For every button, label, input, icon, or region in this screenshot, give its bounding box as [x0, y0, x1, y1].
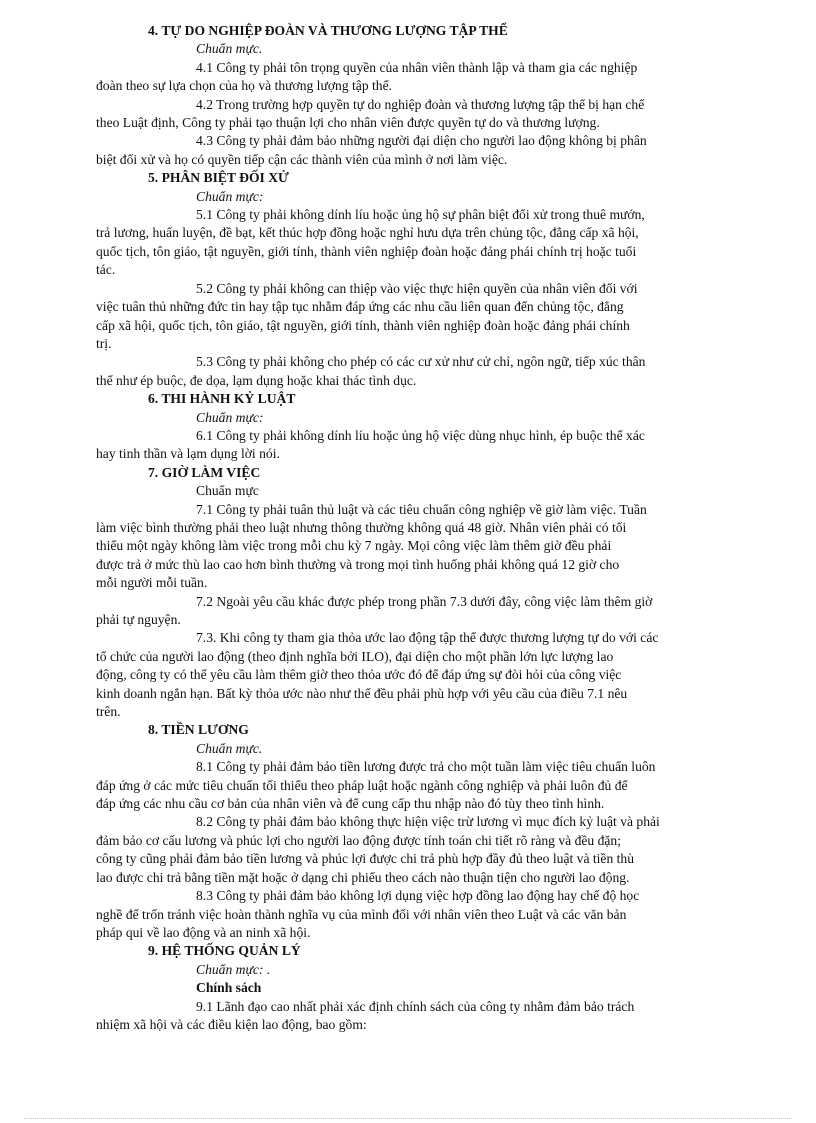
- paragraph-line: đáp ứng các nhu cầu cơ bản của nhân viên và để cung cấp thu nhập nào đó tùy theo tình hình.: [96, 796, 605, 812]
- paragraph-line: pháp qui về lao động và an ninh xã hội.: [96, 924, 311, 940]
- paragraph-line: 8.3 Công ty phải đảm bảo không lợi dụng việc hợp đồng lao động hay chế độ học: [196, 888, 640, 904]
- paragraph-line: cấp xã hội, quốc tịch, tôn giáo, tật nguyền, giới tính, thành viên nghiệp đoàn hoặc đảng phái chính: [96, 317, 630, 333]
- standard-label: Chuẩn mực.: [196, 740, 263, 756]
- paragraph-line: mỗi người mỗi tuần.: [96, 575, 208, 591]
- section-heading: 5. PHÂN BIỆT ĐỐI XỬ: [148, 170, 289, 186]
- paragraph-line: 5.3 Công ty phải không cho phép có các cư xử như cử chỉ, ngôn ngữ, tiếp xúc thân: [196, 354, 646, 370]
- document-body: [96, 22, 756, 1034]
- paragraph-line: 6.1 Công ty phải không dính líu hoặc ủng hộ việc dùng nhục hình, ép buộc thể xác: [196, 427, 645, 443]
- section-heading: 7. GIỜ LÀM VIỆC: [148, 464, 261, 480]
- paragraph-line: theo Luật định, Công ty phải tạo thuận lợi cho nhân viên được quyền tự do và thương lượng.: [96, 115, 600, 131]
- paragraph-line: làm việc bình thường phải theo luật nhưng thông thường không quá 48 giờ. Nhân viên phải có tối: [96, 519, 627, 535]
- paragraph-line: việc tuân thủ những đức tin hay tập tục nhằm đáp ứng các nhu cầu liên quan đến chủng tộc, đẳng: [96, 299, 624, 315]
- paragraph-line: lao được chi trả bằng tiền mặt hoặc ở dạng chi phiếu theo cách nào thuận tiện cho người lao động.: [96, 869, 630, 885]
- standard-label: Chuẩn mực:: [196, 409, 264, 425]
- paragraph-line: động, công ty có thể yêu cầu làm thêm giờ theo thỏa ước đó để đáp ứng sự đòi hỏi của công việc: [96, 667, 622, 683]
- subsection-label: Chính sách: [196, 980, 262, 996]
- paragraph-line: 7.1 Công ty phải tuân thủ luật và các tiêu chuẩn công nghiệp về giờ làm việc. Tuần: [196, 501, 647, 517]
- paragraph-line: đoàn theo sự lựa chọn của họ và thương lượng tập thể.: [96, 78, 393, 94]
- standard-label: Chuẩn mực: [196, 483, 259, 499]
- paragraph-line: trị.: [96, 335, 112, 351]
- paragraph-line: 4.3 Công ty phải đảm bảo những người đại diện cho người lao động không bị phân: [196, 133, 647, 149]
- paragraph-line: 8.2 Công ty phải đảm bảo không thực hiện việc trừ lương vì mục đích kỷ luật và phải: [196, 814, 660, 830]
- paragraph-line: 4.2 Trong trường hợp quyền tự do nghiệp đoàn và thương lượng tập thể bị hạn chế: [196, 96, 645, 112]
- paragraph-line: phải tự nguyện.: [96, 612, 181, 627]
- paragraph-line: công ty cũng phải đảm bảo tiền lương và phúc lợi được chi trả phù hợp đầy đủ theo luật và tiền thù: [96, 851, 635, 867]
- page-bottom-divider: [24, 1118, 792, 1119]
- paragraph-line: đảm bảo cơ cấu lương và phúc lợi cho người lao động được tính toán chi tiết rõ ràng và đều đặn;: [96, 832, 622, 848]
- paragraph-line: 5.1 Công ty phải không dính líu hoặc ủng hộ sự phân biệt đối xử trong thuê mướn,: [196, 207, 645, 223]
- section-heading: 4. TỰ DO NGHIỆP ĐOÀN VÀ THƯƠNG LƯỢNG TẬP THỂ: [148, 23, 508, 38]
- paragraph-line: nhiệm xã hội và các điều kiện lao động, bao gồm:: [96, 1016, 367, 1032]
- standard-label: Chuẩn mực:: [196, 188, 264, 204]
- paragraph-line: 7.2 Ngoài yêu cầu khác được phép trong phần 7.3 dưới đây, công việc làm thêm giờ: [196, 593, 653, 609]
- section-heading: 6. THI HÀNH KỶ LUẬT: [148, 391, 296, 407]
- paragraph-line: 4.1 Công ty phải tôn trọng quyền của nhân viên thành lập và tham gia các nghiệp: [196, 59, 638, 75]
- standard-label: Chuẩn mực: .: [196, 961, 271, 977]
- section-heading: 9. HỆ THỐNG QUẢN LÝ: [148, 943, 301, 959]
- paragraph-line: tổ chức của người lao động (theo định nghĩa bởi ILO), đại diện cho một phần lớn lực lượng lao: [96, 648, 614, 664]
- paragraph-line: 9.1 Lãnh đạo cao nhất phải xác định chính sách của công ty nhằm đảm bảo trách: [196, 998, 635, 1014]
- paragraph-line: thể như ép buộc, đe dọa, lạm dụng hoặc khai thác tình dục.: [96, 372, 417, 388]
- paragraph-line: 5.2 Công ty phải không can thiệp vào việc thực hiện quyền của nhân viên đối với: [196, 280, 638, 296]
- paragraph-line: quốc tịch, tôn giáo, tật nguyền, giới tính, thành viên nghiệp đoàn hoặc đảng phái chính trị hoặc tuổi: [96, 243, 637, 259]
- paragraph-line: 8.1 Công ty phải đảm bảo tiền lương được trả cho một tuần làm việc tiêu chuẩn luôn: [196, 759, 656, 775]
- paragraph-line: biệt đối xử và họ có quyền tiếp cận các thành viên của mình ở nơi làm việc.: [96, 151, 508, 167]
- paragraph-line: kinh doanh ngắn hạn. Bất kỳ thỏa ước nào như thế đều phải phù hợp với yêu cầu của điều 7.1 nêu: [96, 685, 628, 701]
- paragraph-line: tác.: [96, 262, 116, 278]
- paragraph-line: đáp ứng ở các mức tiêu chuẩn tối thiểu theo pháp luật hoặc ngành công nghiệp và phải luôn đủ để: [96, 777, 628, 793]
- section-heading: 8. TIỀN LƯƠNG: [148, 722, 249, 738]
- paragraph-line: hay tinh thần và lạm dụng lời nói.: [96, 446, 280, 462]
- paragraph-line: 7.3. Khi công ty tham gia thỏa ước lao động tập thể được thương lượng tự do với các: [196, 630, 659, 646]
- paragraph-line: trả lương, huấn luyện, đề bạt, kết thúc hợp đồng hoặc nghỉ hưu dựa trên chủng tộc, đẳng cấp xã hội,: [96, 225, 639, 241]
- paragraph-line: được trả ở mức thù lao cao hơn bình thường và trong mọi tình huống phải không quá 12 giờ cho: [96, 556, 620, 572]
- paragraph-line: thiểu một ngày không làm việc trong mỗi chu kỳ 7 ngày. Mọi công việc làm thêm giờ đều phải: [96, 538, 612, 554]
- paragraph-line: trên.: [96, 704, 121, 720]
- standard-label: Chuẩn mực.: [196, 41, 263, 57]
- paragraph-line: nghề để trốn tránh việc hoàn thành nghĩa vụ của mình đối với nhân viên theo Luật và các văn bản: [96, 906, 627, 922]
